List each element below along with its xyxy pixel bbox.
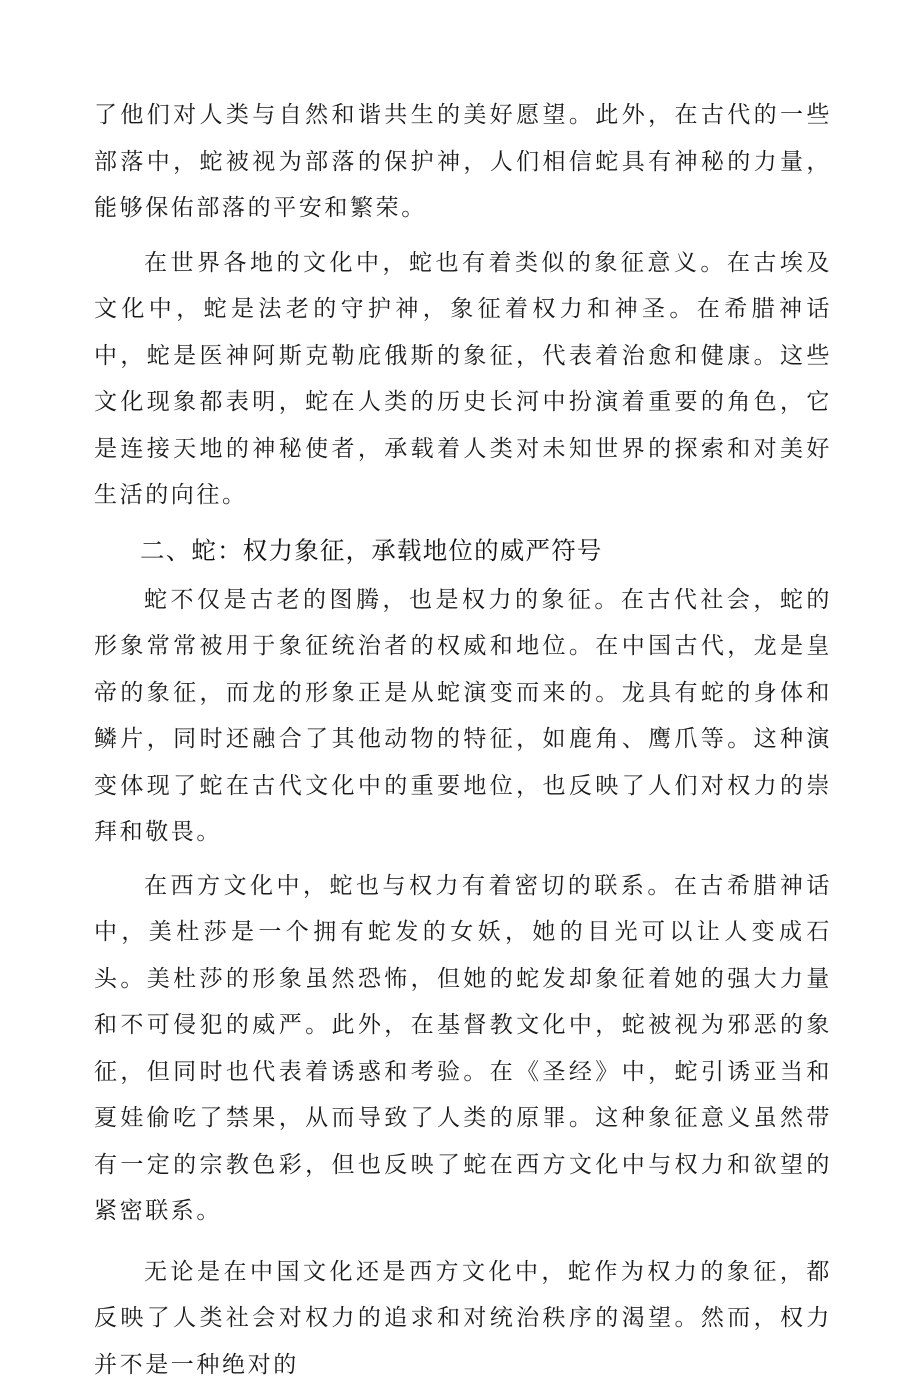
paragraph-power-symbol: 蛇不仅是古老的图腾，也是权力的象征。在古代社会，蛇的形象常常被用于象征统治者的权威和地位。在中国古代，龙是皇帝的象征，而龙的形象正是从蛇演变而来的。龙具有蛇的身体和鳞片，同时还融合了其他动物的特征，如鹿角、鹰爪等。这种演变体现了蛇在古代文化中的重要地位，也反映了人们对权力的崇拜和敬畏。: [94, 577, 832, 856]
section-heading: 二、蛇：权力象征，承载地位的威严符号: [94, 525, 832, 577]
paragraph-western-culture: 在西方文化中，蛇也与权力有着密切的联系。在古希腊神话中，美杜莎是一个拥有蛇发的女妖，她的目光可以让人变成石头。美杜莎的形象虽然恐怖，但她的蛇发却象征着她的强大力量和不可侵犯的威严。此外，在基督教文化中，蛇被视为邪恶的象征，但同时也代表着诱惑和考验。在《圣经》中，蛇引诱亚当和夏娃偷吃了禁果，从而导致了人类的原罪。这种象征意义虽然带有一定的宗教色彩，但也反映了蛇在西方文化中与权力和欲望的紧密联系。: [94, 863, 832, 1235]
paragraph-conclusion: 无论是在中国文化还是西方文化中，蛇作为权力的象征，都反映了人类社会对权力的追求和对统治秩序的渴望。然而，权力并不是一种绝对的: [94, 1249, 832, 1388]
paragraph-world-cultures: 在世界各地的文化中，蛇也有着类似的象征意义。在古埃及文化中，蛇是法老的守护神，象征着权力和神圣。在希腊神话中，蛇是医神阿斯克勒庇俄斯的象征，代表着治愈和健康。这些文化现象都表明，蛇在人类的历史长河中扮演着重要的角色，它是连接天地的神秘使者，承载着人类对未知世界的探索和对美好生活的向往。: [94, 240, 832, 519]
paragraph-continuation: 了他们对人类与自然和谐共生的美好愿望。此外，在古代的一些部落中，蛇被视为部落的保护神，人们相信蛇具有神秘的力量，能够保佑部落的平安和繁荣。: [94, 92, 832, 232]
document-body: [94, 92, 832, 1388]
